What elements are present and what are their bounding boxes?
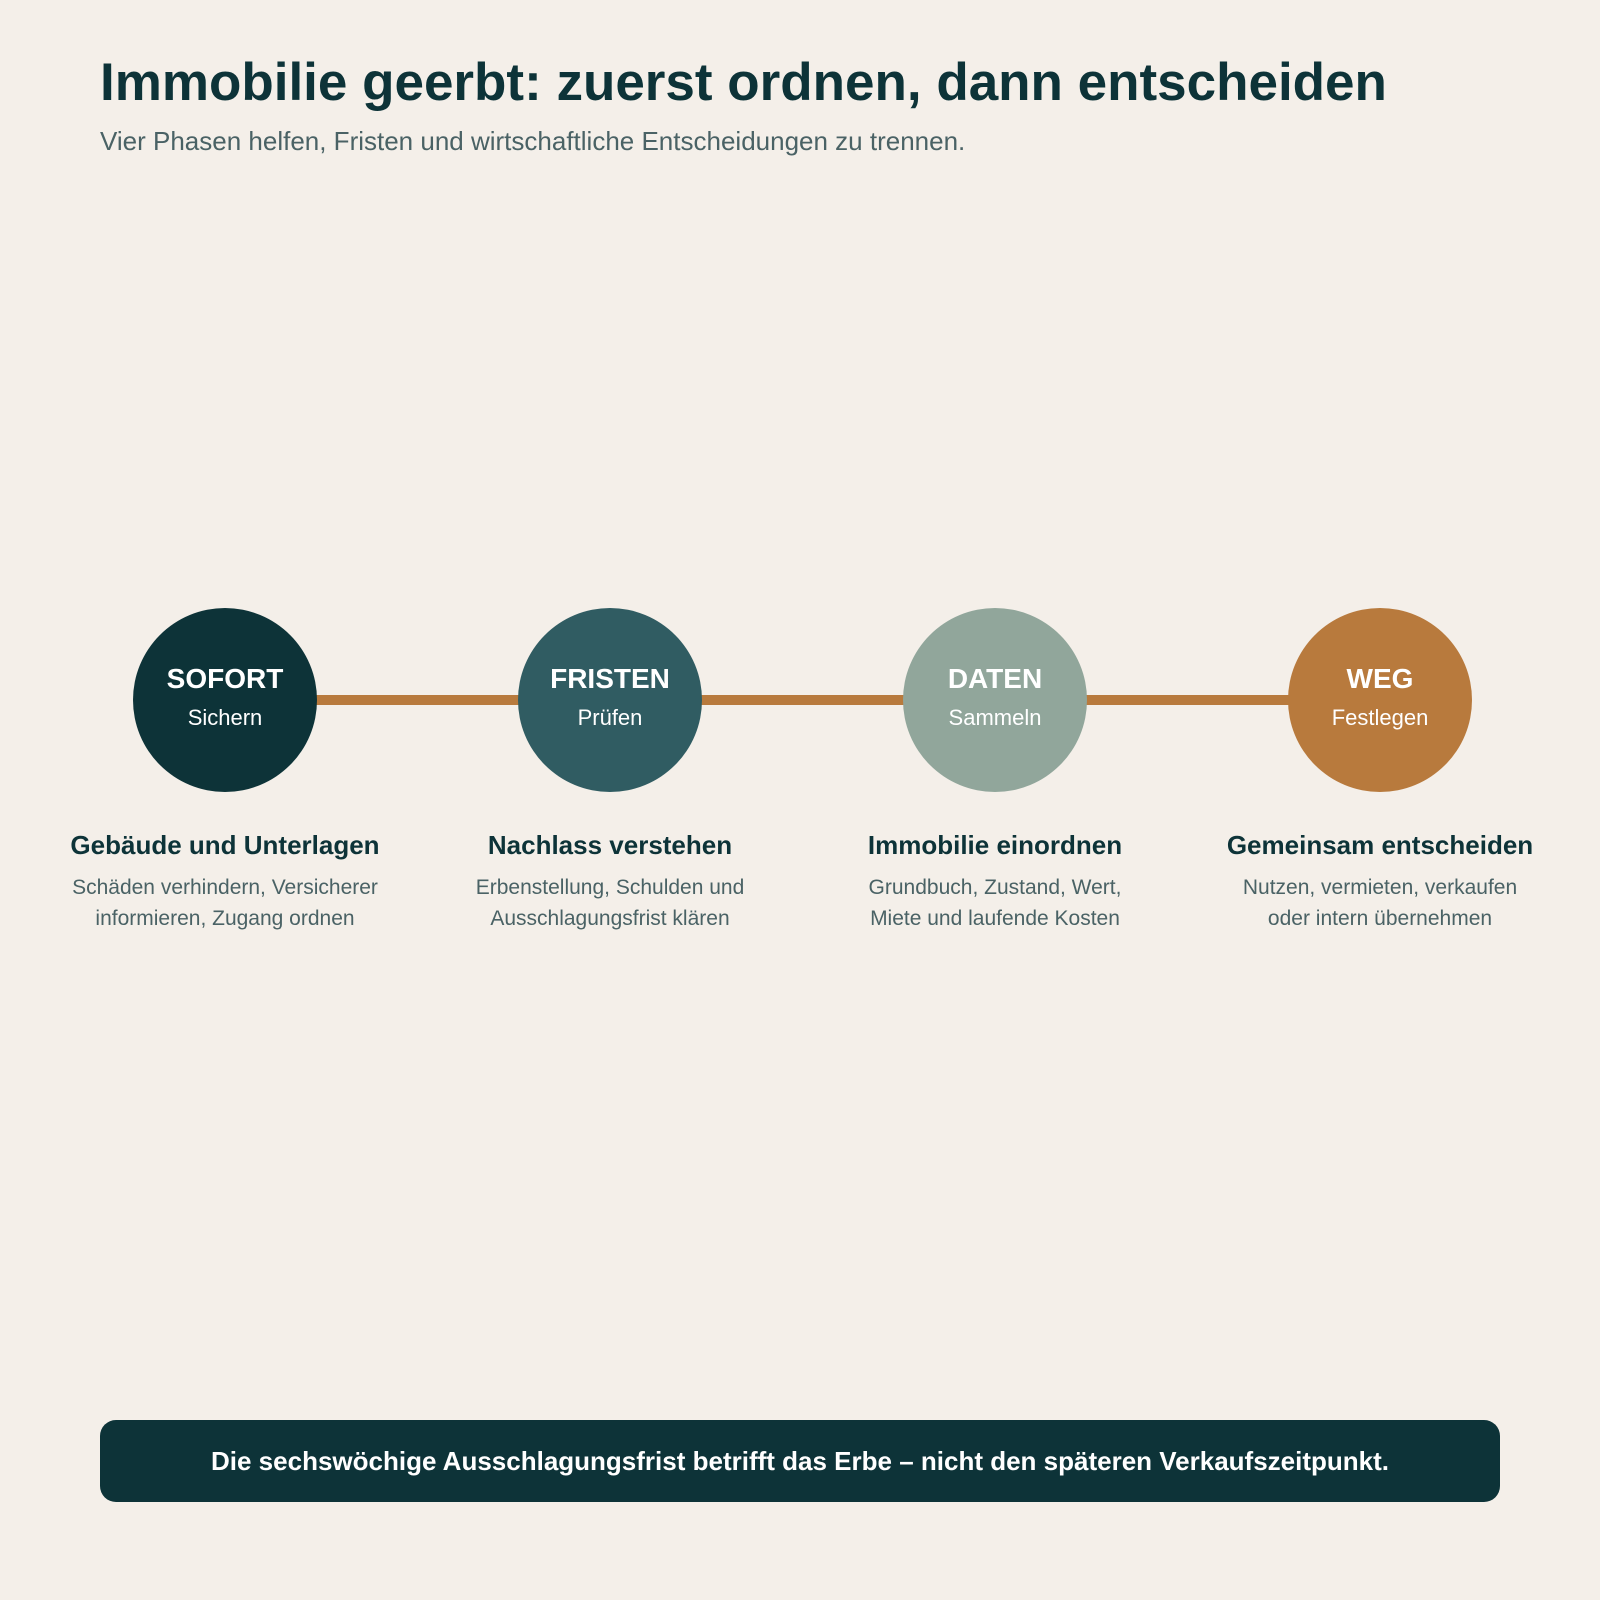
phase-text-sofort bbox=[35, 828, 415, 934]
phase-description bbox=[805, 872, 1185, 934]
deadline-note-text: Die sechswöchige Ausschlagungsfrist betrifft das Erbe – nicht den späteren Verkaufszeitpunkt. bbox=[211, 1445, 1389, 1476]
phase-description-line: oder intern übernehmen bbox=[1267, 907, 1493, 930]
page-title: Immobilie geerbt: zuerst ordnen, dann entscheiden bbox=[100, 53, 1387, 112]
phase-verb: Prüfen bbox=[577, 705, 643, 730]
phase-heading: Immobilie einordnen bbox=[867, 830, 1123, 860]
phase-description-line: Nutzen, vermieten, verkaufen bbox=[1242, 876, 1518, 899]
phase-description bbox=[35, 872, 415, 934]
phase-text-fristen bbox=[420, 828, 800, 934]
phase-description bbox=[420, 872, 800, 934]
phase-verb: Sichern bbox=[187, 705, 263, 730]
phase-heading: Nachlass verstehen bbox=[487, 830, 733, 860]
phase-circle-daten bbox=[903, 608, 1087, 792]
phase-text-daten bbox=[805, 828, 1185, 934]
phase-description-line: Grundbuch, Zustand, Wert, bbox=[868, 876, 1122, 899]
phase-circle-weg bbox=[1288, 608, 1472, 792]
timeline-connector bbox=[225, 695, 1380, 705]
phase-circle-fristen bbox=[518, 608, 702, 792]
phase-text-weg bbox=[1190, 828, 1570, 934]
phase-code: WEG bbox=[1346, 663, 1414, 694]
phase-code: DATEN bbox=[947, 663, 1043, 694]
phase-description bbox=[1190, 872, 1570, 934]
phase-circle-sofort bbox=[133, 608, 317, 792]
phase-heading: Gebäude und Unterlagen bbox=[70, 830, 380, 860]
phase-description-line: informieren, Zugang ordnen bbox=[95, 907, 355, 930]
phase-heading: Gemeinsam entscheiden bbox=[1226, 830, 1534, 860]
phase-code: SOFORT bbox=[166, 663, 284, 694]
phase-code: FRISTEN bbox=[550, 663, 670, 694]
phase-description-line: Miete und laufende Kosten bbox=[870, 907, 1120, 930]
phase-verb: Festlegen bbox=[1331, 705, 1429, 730]
phase-description-line: Ausschlagungsfrist klären bbox=[490, 907, 730, 930]
phase-verb: Sammeln bbox=[948, 705, 1042, 730]
page-subtitle: Vier Phasen helfen, Fristen und wirtschaftliche Entscheidungen zu trennen. bbox=[100, 126, 966, 156]
phase-description-line: Erbenstellung, Schulden und bbox=[475, 876, 745, 899]
phase-description-line: Schäden verhindern, Versicherer bbox=[72, 876, 378, 899]
deadline-note-box bbox=[100, 1420, 1500, 1502]
